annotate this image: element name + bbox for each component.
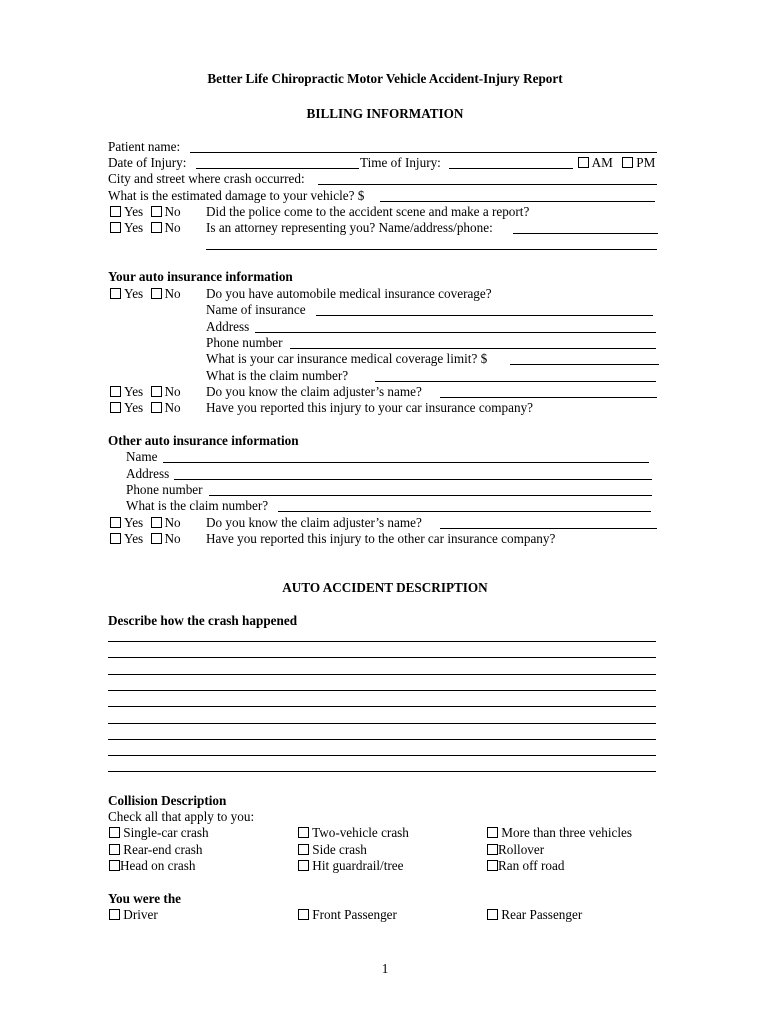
adjuster-question: Do you know the claim adjuster’s name? — [206, 384, 422, 399]
reported-no-checkbox[interactable] — [151, 402, 162, 413]
adjuster-yes-checkbox[interactable] — [110, 386, 121, 397]
reported-question: Have you reported this injury to your car insurance company? — [206, 400, 534, 415]
other-address-field[interactable] — [174, 479, 652, 480]
yes-label: Yes — [124, 204, 144, 219]
describe-label: Describe how the crash happened — [108, 613, 298, 628]
am-checkbox[interactable] — [578, 157, 589, 168]
other-phone-label: Phone number — [126, 482, 203, 497]
claim-number-label: What is the claim number? — [206, 368, 349, 383]
attorney-yes-no — [110, 220, 181, 236]
coverage-yes-no — [110, 286, 181, 302]
yes-label: Yes — [124, 400, 144, 415]
adjuster-no-checkbox[interactable] — [151, 386, 162, 397]
no-label: No — [164, 204, 181, 219]
describe-line[interactable] — [108, 706, 656, 707]
collision-heading: Collision Description — [108, 793, 227, 808]
guardrail-label: Hit guardrail/tree — [312, 858, 404, 873]
yes-label: Yes — [124, 531, 144, 546]
describe-line[interactable] — [108, 641, 656, 642]
other-name-label: Name — [126, 449, 158, 464]
other-phone-field[interactable] — [209, 495, 652, 496]
single-car-label: Single-car crash — [123, 825, 209, 840]
rear-end-checkbox[interactable] — [109, 844, 120, 855]
other-reported-no-checkbox[interactable] — [151, 533, 162, 544]
driver-checkbox[interactable] — [109, 909, 120, 920]
other-address-label: Address — [126, 466, 170, 481]
no-label: No — [164, 400, 181, 415]
reported-yes-no — [110, 400, 181, 416]
rollover-label: Rollover — [498, 842, 545, 857]
other-reported-yes-checkbox[interactable] — [110, 533, 121, 544]
other-adjuster-question: Do you know the claim adjuster’s name? — [206, 515, 422, 530]
accident-heading: AUTO ACCIDENT DESCRIPTION — [282, 580, 488, 595]
guardrail-checkbox[interactable] — [298, 860, 309, 871]
other-name-field[interactable] — [163, 462, 649, 463]
adjuster-yes-no — [110, 384, 181, 400]
insurance-phone-field[interactable] — [290, 348, 656, 349]
yes-label: Yes — [124, 286, 144, 301]
insurance-address-field[interactable] — [255, 332, 656, 333]
describe-line[interactable] — [108, 723, 656, 724]
other-reported-yes-no — [110, 531, 181, 547]
coverage-no-checkbox[interactable] — [151, 288, 162, 299]
driver-label: Driver — [123, 907, 158, 922]
other-insurance-heading: Other auto insurance information — [108, 433, 299, 448]
police-yes-no — [110, 204, 181, 220]
time-of-injury-field[interactable] — [449, 168, 573, 169]
other-claim-field[interactable] — [278, 511, 651, 512]
no-label: No — [164, 515, 181, 530]
yes-label: Yes — [124, 515, 144, 530]
no-label: No — [164, 286, 181, 301]
rear-passenger-label: Rear Passenger — [501, 907, 583, 922]
yes-label: Yes — [124, 384, 144, 399]
adjuster-field[interactable] — [440, 397, 657, 398]
collision-instruction: Check all that apply to you: — [108, 809, 255, 824]
describe-line[interactable] — [108, 657, 656, 658]
ran-off-road-checkbox[interactable] — [487, 860, 498, 871]
single-car-checkbox[interactable] — [109, 827, 120, 838]
billing-heading: BILLING INFORMATION — [306, 106, 464, 121]
coverage-limit-field[interactable] — [510, 364, 659, 365]
time-of-injury-label: Time of Injury: — [360, 155, 441, 170]
other-adjuster-field[interactable] — [440, 528, 657, 529]
attorney-no-checkbox[interactable] — [151, 222, 162, 233]
front-passenger-checkbox[interactable] — [298, 909, 309, 920]
other-adjuster-no-checkbox[interactable] — [151, 517, 162, 528]
insurance-name-label: Name of insurance — [206, 302, 306, 317]
role-heading: You were the — [108, 891, 182, 906]
insurance-phone-label: Phone number — [206, 335, 283, 350]
police-yes-checkbox[interactable] — [110, 206, 121, 217]
police-question: Did the police come to the accident scene and make a report? — [206, 204, 530, 219]
your-insurance-heading: Your auto insurance information — [108, 269, 293, 284]
three-vehicles-checkbox[interactable] — [487, 827, 498, 838]
page-title: Better Life Chiropractic Motor Vehicle Accident-Injury Report — [207, 71, 563, 86]
describe-line[interactable] — [108, 771, 656, 772]
head-on-label: Head on crash — [120, 858, 196, 873]
damage-label: What is the estimated damage to your vehicle? $ — [108, 188, 365, 203]
ran-off-road-label: Ran off road — [498, 858, 565, 873]
city-street-label: City and street where crash occurred: — [108, 171, 305, 186]
claim-number-field[interactable] — [375, 381, 656, 382]
describe-line[interactable] — [108, 674, 656, 675]
describe-line[interactable] — [108, 739, 656, 740]
pm-label: PM — [636, 155, 656, 170]
rollover-checkbox[interactable] — [487, 844, 498, 855]
police-no-checkbox[interactable] — [151, 206, 162, 217]
reported-yes-checkbox[interactable] — [110, 402, 121, 413]
other-claim-label: What is the claim number? — [126, 498, 269, 513]
attorney-field-line-2[interactable] — [206, 249, 657, 250]
other-adjuster-yes-no — [110, 515, 181, 531]
yes-label: Yes — [124, 220, 144, 235]
insurance-address-label: Address — [206, 319, 250, 334]
pm-checkbox[interactable] — [622, 157, 633, 168]
patient-name-field[interactable] — [190, 152, 657, 153]
rear-end-label: Rear-end crash — [123, 842, 203, 857]
date-of-injury-label: Date of Injury: — [108, 155, 187, 170]
city-street-field[interactable] — [318, 184, 657, 185]
coverage-yes-checkbox[interactable] — [110, 288, 121, 299]
coverage-limit-label: What is your car insurance medical coverage limit? $ — [206, 351, 488, 366]
two-vehicle-label: Two-vehicle crash — [312, 825, 409, 840]
page-number: 1 — [381, 961, 389, 976]
head-on-checkbox[interactable] — [109, 860, 120, 871]
am-label: AM — [591, 155, 613, 170]
insurance-name-field[interactable] — [316, 315, 653, 316]
no-label: No — [164, 384, 181, 399]
rear-passenger-checkbox[interactable] — [487, 909, 498, 920]
attorney-field[interactable] — [513, 233, 658, 234]
side-crash-checkbox[interactable] — [298, 844, 309, 855]
three-vehicles-label: More than three vehicles — [501, 825, 633, 840]
two-vehicle-checkbox[interactable] — [298, 827, 309, 838]
coverage-question: Do you have automobile medical insurance coverage? — [206, 286, 492, 301]
damage-field[interactable] — [380, 201, 655, 202]
patient-name-label: Patient name: — [108, 139, 181, 154]
no-label: No — [164, 220, 181, 235]
other-reported-question: Have you reported this injury to the other car insurance company? — [206, 531, 556, 546]
other-adjuster-yes-checkbox[interactable] — [110, 517, 121, 528]
attorney-question: Is an attorney representing you? Name/address/phone: — [206, 220, 493, 235]
attorney-yes-checkbox[interactable] — [110, 222, 121, 233]
no-label: No — [164, 531, 181, 546]
front-passenger-label: Front Passenger — [312, 907, 397, 922]
date-of-injury-field[interactable] — [196, 168, 359, 169]
describe-line[interactable] — [108, 690, 656, 691]
side-crash-label: Side crash — [312, 842, 367, 857]
describe-line[interactable] — [108, 755, 656, 756]
